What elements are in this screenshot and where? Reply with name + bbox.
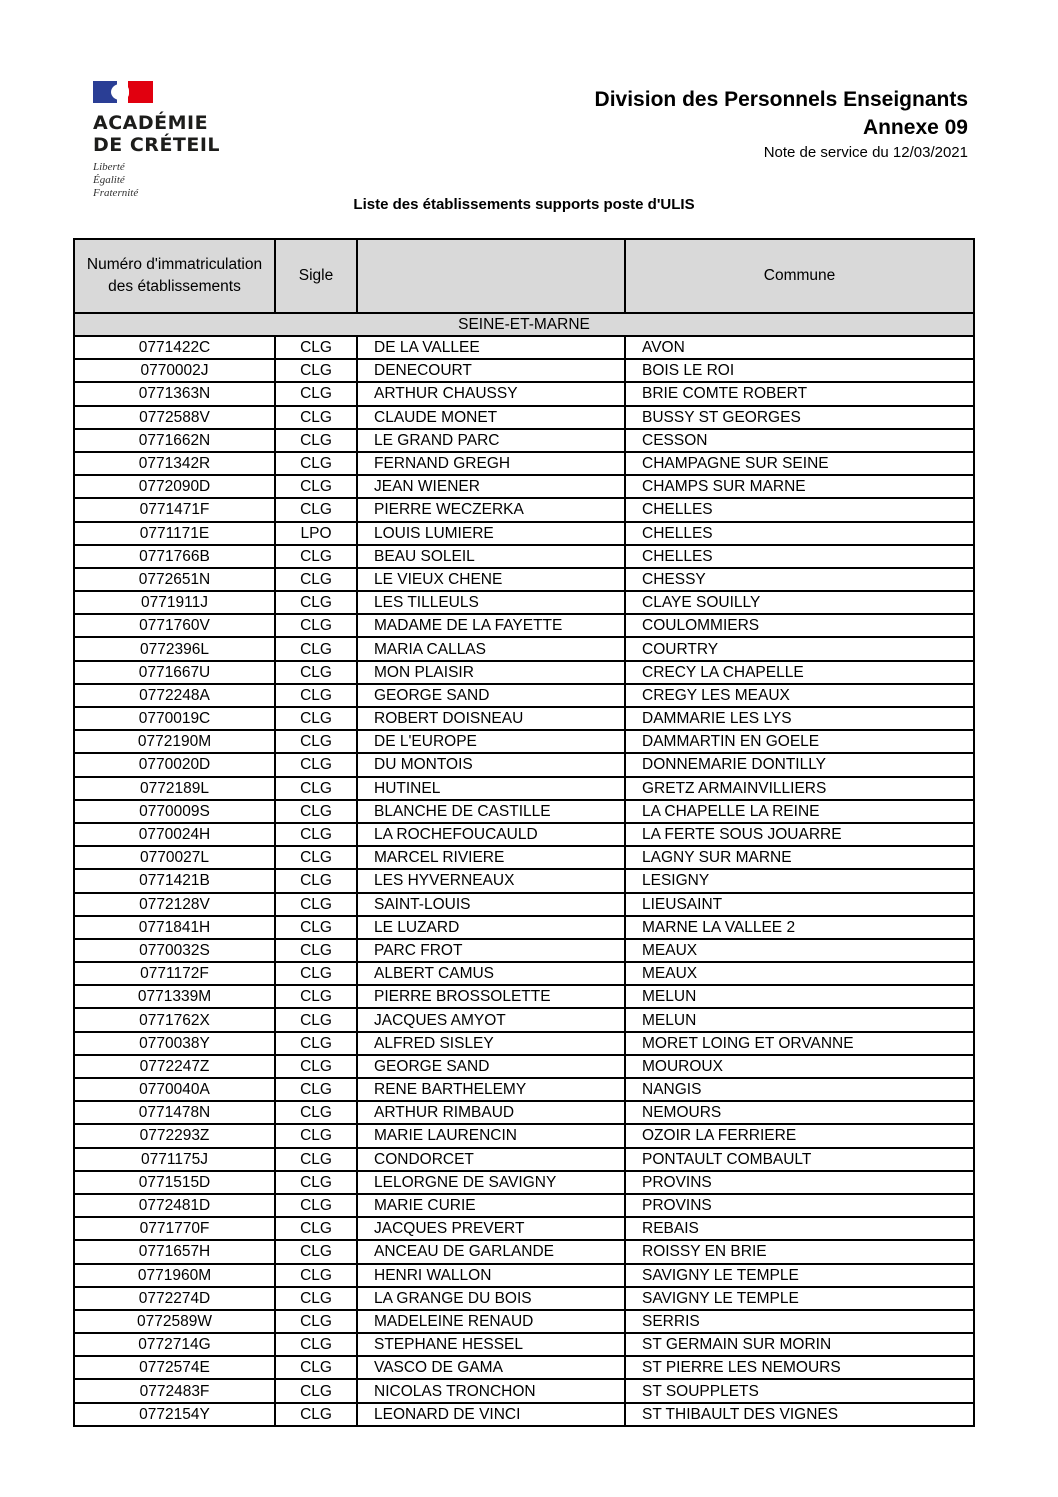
cell-commune: AVON bbox=[625, 336, 974, 359]
table-row bbox=[74, 985, 974, 1008]
cell-sigle: LPO bbox=[275, 522, 357, 545]
cell-nom: LES HYVERNEAUX bbox=[357, 869, 625, 892]
cell-numero: 0771911J bbox=[74, 591, 275, 614]
cell-numero: 0772090D bbox=[74, 475, 275, 498]
cell-nom: MADELEINE RENAUD bbox=[357, 1310, 625, 1333]
cell-nom: PIERRE WECZERKA bbox=[357, 498, 625, 521]
cell-commune: CESSON bbox=[625, 429, 974, 452]
cell-numero: 0771841H bbox=[74, 916, 275, 939]
cell-nom: ALBERT CAMUS bbox=[357, 962, 625, 985]
cell-nom: MADAME DE LA FAYETTE bbox=[357, 614, 625, 637]
annexe-title: Annexe 09 bbox=[862, 116, 968, 139]
table-row bbox=[74, 614, 974, 637]
cell-sigle: CLG bbox=[275, 1333, 357, 1356]
table-row bbox=[74, 684, 974, 707]
cell-sigle: CLG bbox=[275, 1356, 357, 1379]
cell-nom: MON PLAISIR bbox=[357, 661, 625, 684]
cell-numero: 0771770F bbox=[74, 1217, 275, 1240]
table-row bbox=[74, 522, 974, 545]
cell-numero: 0770024H bbox=[74, 823, 275, 846]
cell-sigle: CLG bbox=[275, 429, 357, 452]
cell-sigle: CLG bbox=[275, 1032, 357, 1055]
cell-nom: LELORGNE DE SAVIGNY bbox=[357, 1171, 625, 1194]
flag-red-stripe bbox=[128, 81, 153, 103]
cell-nom: LE GRAND PARC bbox=[357, 429, 625, 452]
institution-line2: DE CRÉTEIL bbox=[93, 134, 221, 156]
division-title: Division des Personnels Enseignants bbox=[594, 88, 968, 111]
cell-sigle: CLG bbox=[275, 1008, 357, 1031]
table-row bbox=[74, 939, 974, 962]
cell-nom: ARTHUR CHAUSSY bbox=[357, 382, 625, 405]
cell-nom: ARTHUR RIMBAUD bbox=[357, 1101, 625, 1124]
cell-sigle: CLG bbox=[275, 846, 357, 869]
cell-numero: 0771172F bbox=[74, 962, 275, 985]
cell-commune: PONTAULT COMBAULT bbox=[625, 1148, 974, 1171]
cell-commune: CRECY LA CHAPELLE bbox=[625, 661, 974, 684]
cell-commune: COULOMMIERS bbox=[625, 614, 974, 637]
cell-numero: 0771657H bbox=[74, 1240, 275, 1263]
cell-nom: LES TILLEULS bbox=[357, 591, 625, 614]
motto-egalite: Égalité bbox=[93, 174, 125, 186]
column-header-numero: Numéro d'immatriculation des établissements bbox=[74, 239, 275, 313]
cell-sigle: CLG bbox=[275, 452, 357, 475]
cell-nom: HUTINEL bbox=[357, 777, 625, 800]
cell-numero: 0771515D bbox=[74, 1171, 275, 1194]
cell-sigle: CLG bbox=[275, 382, 357, 405]
cell-commune: LA FERTE SOUS JOUARRE bbox=[625, 823, 974, 846]
cell-numero: 0771762X bbox=[74, 1008, 275, 1031]
cell-nom: LOUIS LUMIERE bbox=[357, 522, 625, 545]
table-row bbox=[74, 359, 974, 382]
cell-numero: 0771471F bbox=[74, 498, 275, 521]
cell-commune: ST SOUPPLETS bbox=[625, 1379, 974, 1402]
cell-sigle: CLG bbox=[275, 1101, 357, 1124]
cell-commune: OZOIR LA FERRIERE bbox=[625, 1124, 974, 1147]
cell-sigle: CLG bbox=[275, 823, 357, 846]
cell-numero: 0770027L bbox=[74, 846, 275, 869]
cell-commune: MARNE LA VALLEE 2 bbox=[625, 916, 974, 939]
service-note: Note de service du 12/03/2021 bbox=[763, 144, 968, 161]
cell-commune: LIEUSAINT bbox=[625, 893, 974, 916]
cell-nom: ANCEAU DE GARLANDE bbox=[357, 1240, 625, 1263]
cell-nom: BLANCHE DE CASTILLE bbox=[357, 800, 625, 823]
cell-sigle: CLG bbox=[275, 475, 357, 498]
cell-commune: SERRIS bbox=[625, 1310, 974, 1333]
table-row bbox=[74, 1217, 974, 1240]
cell-commune: CLAYE SOUILLY bbox=[625, 591, 974, 614]
cell-commune: MEAUX bbox=[625, 939, 974, 962]
cell-nom: PARC FROT bbox=[357, 939, 625, 962]
cell-nom: HENRI WALLON bbox=[357, 1264, 625, 1287]
table-row bbox=[74, 498, 974, 521]
cell-sigle: CLG bbox=[275, 406, 357, 429]
cell-numero: 0772574E bbox=[74, 1356, 275, 1379]
cell-sigle: CLG bbox=[275, 962, 357, 985]
cell-commune: DONNEMARIE DONTILLY bbox=[625, 753, 974, 776]
cell-commune: CHAMPAGNE SUR SEINE bbox=[625, 452, 974, 475]
table-row bbox=[74, 1032, 974, 1055]
cell-commune: REBAIS bbox=[625, 1217, 974, 1240]
cell-nom: DU MONTOIS bbox=[357, 753, 625, 776]
cell-numero: 0771960M bbox=[74, 1264, 275, 1287]
cell-sigle: CLG bbox=[275, 1055, 357, 1078]
cell-nom: JACQUES AMYOT bbox=[357, 1008, 625, 1031]
cell-nom: CONDORCET bbox=[357, 1148, 625, 1171]
table-row bbox=[74, 545, 974, 568]
cell-commune: CHELLES bbox=[625, 522, 974, 545]
cell-commune: GRETZ ARMAINVILLIERS bbox=[625, 777, 974, 800]
motto bbox=[93, 161, 233, 200]
table-row bbox=[74, 1403, 974, 1426]
table-row bbox=[74, 1124, 974, 1147]
cell-numero: 0772481D bbox=[74, 1194, 275, 1217]
cell-nom: NICOLAS TRONCHON bbox=[357, 1379, 625, 1402]
table-row bbox=[74, 591, 974, 614]
cell-commune: COURTRY bbox=[625, 637, 974, 660]
cell-nom: LE LUZARD bbox=[357, 916, 625, 939]
cell-sigle: CLG bbox=[275, 1310, 357, 1333]
cell-numero: 0770002J bbox=[74, 359, 275, 382]
cell-sigle: CLG bbox=[275, 753, 357, 776]
table-row bbox=[74, 730, 974, 753]
cell-sigle: CLG bbox=[275, 1264, 357, 1287]
cell-numero: 0771667U bbox=[74, 661, 275, 684]
cell-numero: 0771478N bbox=[74, 1101, 275, 1124]
table-row bbox=[74, 869, 974, 892]
flag-white-stripe bbox=[117, 81, 128, 103]
cell-nom: MARIA CALLAS bbox=[357, 637, 625, 660]
cell-commune: CREGY LES MEAUX bbox=[625, 684, 974, 707]
table-row bbox=[74, 916, 974, 939]
cell-numero: 0772274D bbox=[74, 1287, 275, 1310]
cell-nom: LEONARD DE VINCI bbox=[357, 1403, 625, 1426]
cell-commune: MORET LOING ET ORVANNE bbox=[625, 1032, 974, 1055]
cell-numero: 0772396L bbox=[74, 637, 275, 660]
table-header-row bbox=[74, 239, 974, 313]
cell-sigle: CLG bbox=[275, 637, 357, 660]
table-row bbox=[74, 1008, 974, 1031]
cell-nom: ROBERT DOISNEAU bbox=[357, 707, 625, 730]
cell-nom: DE L'EUROPE bbox=[357, 730, 625, 753]
cell-commune: BRIE COMTE ROBERT bbox=[625, 382, 974, 405]
cell-numero: 0771342R bbox=[74, 452, 275, 475]
cell-numero: 0771766B bbox=[74, 545, 275, 568]
cell-sigle: CLG bbox=[275, 614, 357, 637]
table-row bbox=[74, 1287, 974, 1310]
cell-numero: 0770038Y bbox=[74, 1032, 275, 1055]
institution-line1: ACADÉMIE bbox=[93, 112, 209, 134]
cell-numero: 0770040A bbox=[74, 1078, 275, 1101]
table-row bbox=[74, 1101, 974, 1124]
cell-nom: DENECOURT bbox=[357, 359, 625, 382]
cell-sigle: CLG bbox=[275, 1078, 357, 1101]
cell-numero: 0771171E bbox=[74, 522, 275, 545]
cell-commune: PROVINS bbox=[625, 1171, 974, 1194]
cell-sigle: CLG bbox=[275, 1403, 357, 1426]
cell-sigle: CLG bbox=[275, 939, 357, 962]
cell-nom: GEORGE SAND bbox=[357, 684, 625, 707]
region-row bbox=[74, 313, 974, 336]
cell-sigle: CLG bbox=[275, 1217, 357, 1240]
cell-sigle: CLG bbox=[275, 498, 357, 521]
cell-numero: 0771363N bbox=[74, 382, 275, 405]
academie-logo bbox=[93, 81, 233, 200]
cell-nom: PIERRE BROSSOLETTE bbox=[357, 985, 625, 1008]
column-header-sigle: Sigle bbox=[275, 239, 357, 313]
table-row bbox=[74, 406, 974, 429]
marianne-flag-icon bbox=[93, 81, 153, 103]
table-row bbox=[74, 452, 974, 475]
cell-nom: CLAUDE MONET bbox=[357, 406, 625, 429]
table-row bbox=[74, 800, 974, 823]
cell-numero: 0772714G bbox=[74, 1333, 275, 1356]
cell-commune: NEMOURS bbox=[625, 1101, 974, 1124]
cell-nom: DE LA VALLEE bbox=[357, 336, 625, 359]
cell-commune: MELUN bbox=[625, 985, 974, 1008]
cell-commune: CHELLES bbox=[625, 545, 974, 568]
table-row bbox=[74, 1194, 974, 1217]
cell-nom: LA GRANGE DU BOIS bbox=[357, 1287, 625, 1310]
cell-commune: LA CHAPELLE LA REINE bbox=[625, 800, 974, 823]
region-label: SEINE-ET-MARNE bbox=[74, 313, 974, 336]
cell-sigle: CLG bbox=[275, 985, 357, 1008]
cell-commune: SAVIGNY LE TEMPLE bbox=[625, 1264, 974, 1287]
cell-commune: ST PIERRE LES NEMOURS bbox=[625, 1356, 974, 1379]
cell-commune: DAMMARTIN EN GOELE bbox=[625, 730, 974, 753]
cell-nom: JEAN WIENER bbox=[357, 475, 625, 498]
cell-sigle: CLG bbox=[275, 336, 357, 359]
cell-nom: SAINT-LOUIS bbox=[357, 893, 625, 916]
cell-numero: 0771421B bbox=[74, 869, 275, 892]
cell-numero: 0772154Y bbox=[74, 1403, 275, 1426]
cell-commune: CHELLES bbox=[625, 498, 974, 521]
institution-name bbox=[93, 112, 233, 156]
table-row bbox=[74, 1171, 974, 1194]
cell-commune: ST GERMAIN SUR MORIN bbox=[625, 1333, 974, 1356]
table-row bbox=[74, 1240, 974, 1263]
table-row bbox=[74, 823, 974, 846]
motto-fraternite: Fraternité bbox=[93, 187, 139, 199]
cell-numero: 0770020D bbox=[74, 753, 275, 776]
cell-sigle: CLG bbox=[275, 1379, 357, 1402]
document-header bbox=[595, 86, 968, 164]
cell-nom: LA ROCHEFOUCAULD bbox=[357, 823, 625, 846]
table-row bbox=[74, 962, 974, 985]
cell-commune: MELUN bbox=[625, 1008, 974, 1031]
table-row bbox=[74, 1310, 974, 1333]
marianne-profile-icon bbox=[111, 84, 129, 100]
cell-numero: 0771760V bbox=[74, 614, 275, 637]
table-row bbox=[74, 1264, 974, 1287]
cell-sigle: CLG bbox=[275, 916, 357, 939]
cell-numero: 0772247Z bbox=[74, 1055, 275, 1078]
etablissements-table bbox=[73, 238, 975, 1427]
cell-numero: 0772248A bbox=[74, 684, 275, 707]
cell-commune: LESIGNY bbox=[625, 869, 974, 892]
cell-numero: 0772483F bbox=[74, 1379, 275, 1402]
cell-commune: PROVINS bbox=[625, 1194, 974, 1217]
cell-numero: 0770009S bbox=[74, 800, 275, 823]
cell-sigle: CLG bbox=[275, 661, 357, 684]
cell-commune: ST THIBAULT DES VIGNES bbox=[625, 1403, 974, 1426]
cell-nom: MARCEL RIVIERE bbox=[357, 846, 625, 869]
cell-numero: 0771422C bbox=[74, 336, 275, 359]
cell-commune: DAMMARIE LES LYS bbox=[625, 707, 974, 730]
table-row bbox=[74, 336, 974, 359]
cell-nom: MARIE LAURENCIN bbox=[357, 1124, 625, 1147]
cell-numero: 0770019C bbox=[74, 707, 275, 730]
cell-sigle: CLG bbox=[275, 1148, 357, 1171]
cell-commune: ROISSY EN BRIE bbox=[625, 1240, 974, 1263]
table-row bbox=[74, 1055, 974, 1078]
cell-sigle: CLG bbox=[275, 1124, 357, 1147]
cell-commune: MEAUX bbox=[625, 962, 974, 985]
cell-sigle: CLG bbox=[275, 359, 357, 382]
table-row bbox=[74, 637, 974, 660]
cell-nom: VASCO DE GAMA bbox=[357, 1356, 625, 1379]
cell-sigle: CLG bbox=[275, 1240, 357, 1263]
cell-commune: BUSSY ST GEORGES bbox=[625, 406, 974, 429]
cell-nom: LE VIEUX CHENE bbox=[357, 568, 625, 591]
cell-commune: SAVIGNY LE TEMPLE bbox=[625, 1287, 974, 1310]
cell-sigle: CLG bbox=[275, 730, 357, 753]
cell-nom: GEORGE SAND bbox=[357, 1055, 625, 1078]
cell-numero: 0771175J bbox=[74, 1148, 275, 1171]
cell-commune: CHESSY bbox=[625, 568, 974, 591]
cell-numero: 0772128V bbox=[74, 893, 275, 916]
cell-sigle: CLG bbox=[275, 1171, 357, 1194]
table-row bbox=[74, 568, 974, 591]
cell-sigle: CLG bbox=[275, 684, 357, 707]
column-header-commune: Commune bbox=[625, 239, 974, 313]
table-row bbox=[74, 1333, 974, 1356]
table-row bbox=[74, 1148, 974, 1171]
motto-liberte: Liberté bbox=[93, 161, 125, 173]
table-row bbox=[74, 777, 974, 800]
cell-numero: 0772189L bbox=[74, 777, 275, 800]
table-row bbox=[74, 1379, 974, 1402]
cell-sigle: CLG bbox=[275, 568, 357, 591]
cell-sigle: CLG bbox=[275, 1194, 357, 1217]
cell-numero: 0771662N bbox=[74, 429, 275, 452]
table-row bbox=[74, 382, 974, 405]
cell-numero: 0772651N bbox=[74, 568, 275, 591]
column-header-nom bbox=[357, 239, 625, 313]
table-row bbox=[74, 475, 974, 498]
cell-sigle: CLG bbox=[275, 800, 357, 823]
document-subtitle: Liste des établissements supports poste d'ULIS bbox=[353, 196, 695, 213]
table-row bbox=[74, 1078, 974, 1101]
cell-sigle: CLG bbox=[275, 777, 357, 800]
table-row bbox=[74, 893, 974, 916]
cell-nom: FERNAND GREGH bbox=[357, 452, 625, 475]
cell-sigle: CLG bbox=[275, 591, 357, 614]
cell-numero: 0770032S bbox=[74, 939, 275, 962]
cell-commune: MOUROUX bbox=[625, 1055, 974, 1078]
cell-sigle: CLG bbox=[275, 707, 357, 730]
cell-numero: 0772588V bbox=[74, 406, 275, 429]
cell-nom: ALFRED SISLEY bbox=[357, 1032, 625, 1055]
cell-numero: 0772190M bbox=[74, 730, 275, 753]
cell-nom: RENE BARTHELEMY bbox=[357, 1078, 625, 1101]
cell-sigle: CLG bbox=[275, 545, 357, 568]
cell-numero: 0772589W bbox=[74, 1310, 275, 1333]
cell-nom: STEPHANE HESSEL bbox=[357, 1333, 625, 1356]
table-row bbox=[74, 707, 974, 730]
cell-nom: JACQUES PREVERT bbox=[357, 1217, 625, 1240]
cell-nom: MARIE CURIE bbox=[357, 1194, 625, 1217]
table-row bbox=[74, 661, 974, 684]
table-row bbox=[74, 1356, 974, 1379]
cell-numero: 0771339M bbox=[74, 985, 275, 1008]
cell-commune: LAGNY SUR MARNE bbox=[625, 846, 974, 869]
cell-commune: NANGIS bbox=[625, 1078, 974, 1101]
table-row bbox=[74, 846, 974, 869]
cell-sigle: CLG bbox=[275, 1287, 357, 1310]
cell-numero: 0772293Z bbox=[74, 1124, 275, 1147]
cell-sigle: CLG bbox=[275, 869, 357, 892]
cell-nom: BEAU SOLEIL bbox=[357, 545, 625, 568]
cell-sigle: CLG bbox=[275, 893, 357, 916]
table-row bbox=[74, 753, 974, 776]
cell-commune: CHAMPS SUR MARNE bbox=[625, 475, 974, 498]
cell-commune: BOIS LE ROI bbox=[625, 359, 974, 382]
table-row bbox=[74, 429, 974, 452]
